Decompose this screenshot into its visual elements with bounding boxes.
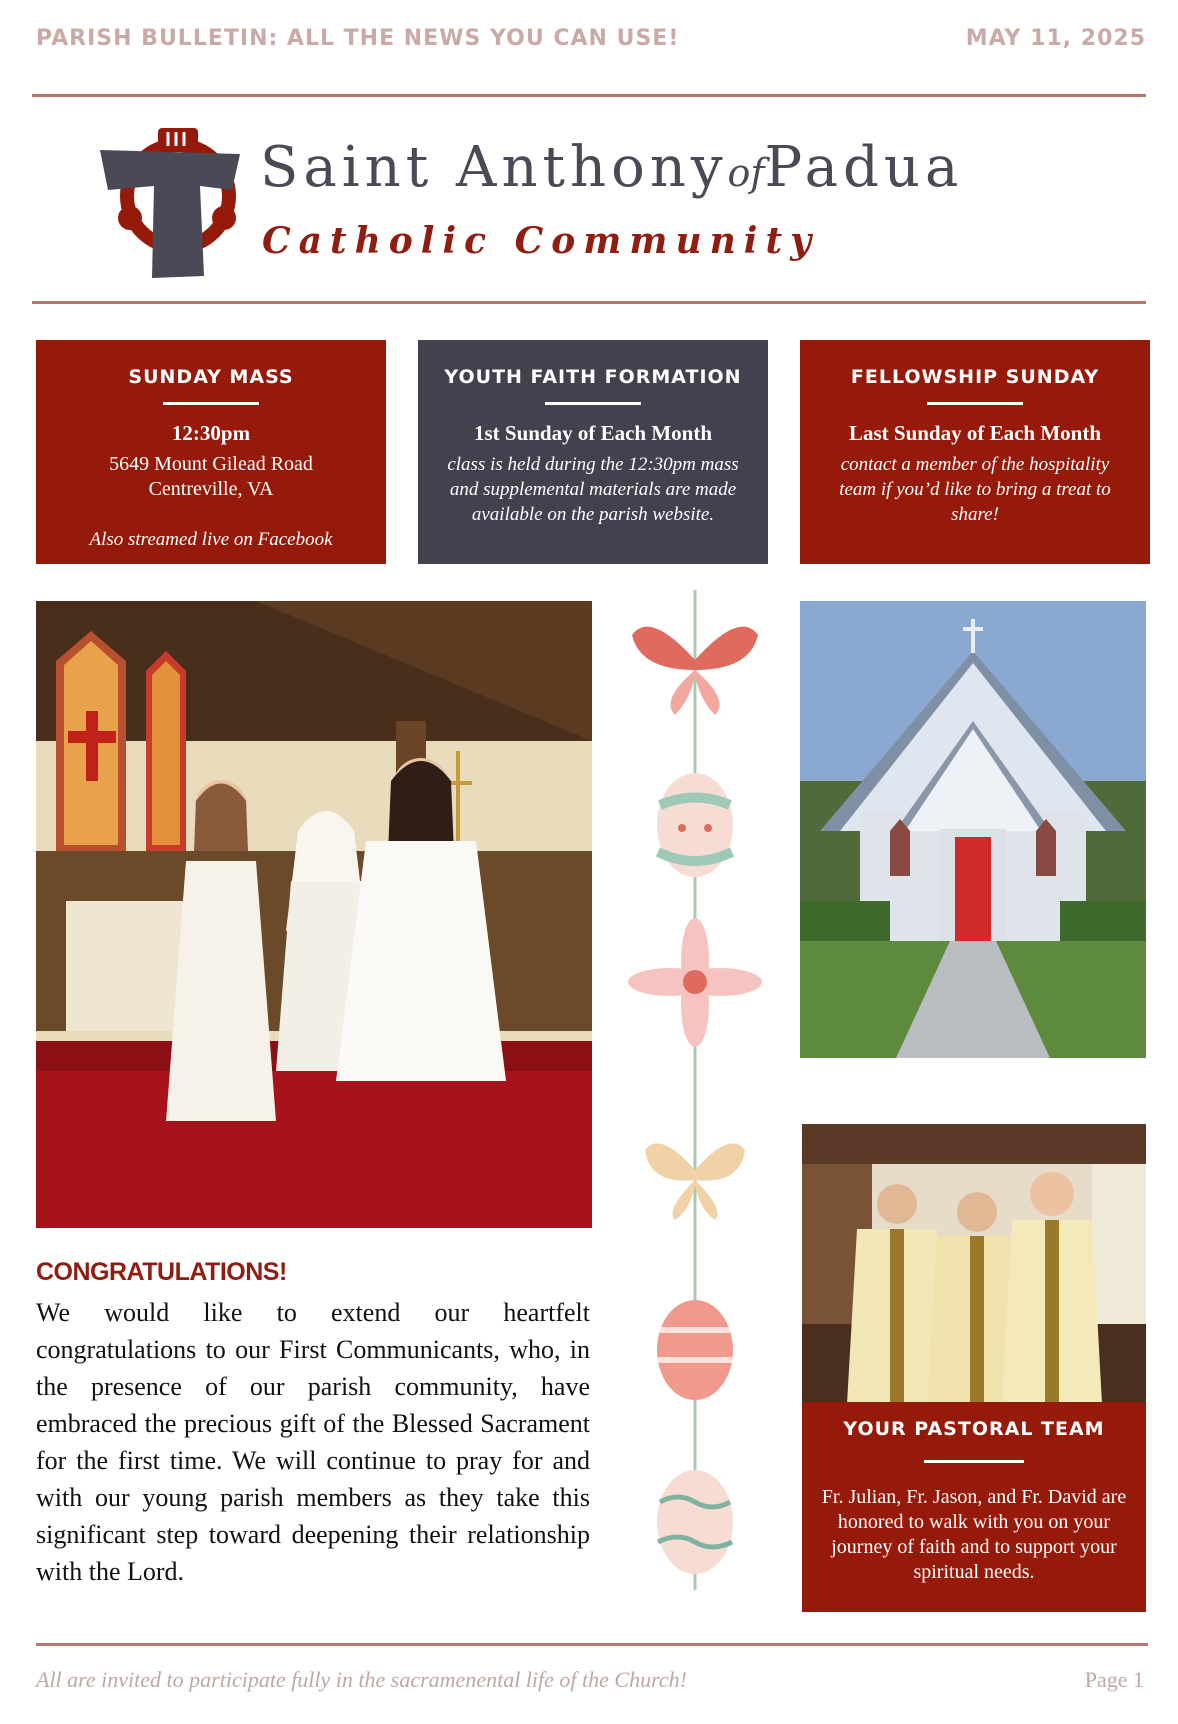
parish-logo-icon <box>100 120 240 280</box>
box-schedule: 1st Sunday of Each Month <box>473 421 713 445</box>
easter-egg-icon <box>657 773 733 877</box>
box-note: contact a member of the hospitality team if you’d like to bring a treat to share! <box>839 454 1111 525</box>
church-exterior-photo <box>800 601 1146 1058</box>
box-divider <box>163 402 259 405</box>
parish-name-b: Padua <box>764 135 964 200</box>
logo-divider <box>32 301 1146 304</box>
youth-faith-formation-box <box>418 340 768 564</box>
pastoral-team-photo <box>802 1124 1146 1404</box>
box-divider <box>924 1460 1024 1463</box>
box-address-line: 5649 Mount Gilead Road <box>109 453 313 475</box>
box-time: 12:30pm <box>171 421 251 445</box>
bulletin-date: MAY 11, 2025 <box>965 26 1146 51</box>
parish-name <box>260 135 964 200</box>
box-address-line: Centreville, VA <box>148 478 274 500</box>
box-note: Also streamed live on Facebook <box>89 529 333 550</box>
page-number: Page 1 <box>1084 1667 1144 1692</box>
box-schedule: Last Sunday of Each Month <box>848 421 1102 445</box>
footer-tagline: All are invited to participate fully in the sacramenental life of the Church! <box>36 1667 687 1692</box>
spring-garland-decoration <box>620 590 770 1590</box>
easter-egg-icon <box>657 1470 733 1574</box>
box-divider <box>545 402 641 405</box>
box-title: YOUTH FAITH FORMATION <box>444 366 742 388</box>
parish-subtitle: Catholic Community <box>262 220 820 262</box>
sunday-mass-box <box>36 340 386 564</box>
pastoral-team-box <box>802 1402 1146 1612</box>
easter-egg-icon <box>657 1300 733 1400</box>
first-communicants-photo <box>36 601 592 1228</box>
footer-divider <box>36 1643 1148 1646</box>
fellowship-sunday-box <box>800 340 1150 564</box>
bulletin-header-title: PARISH BULLETIN: ALL THE NEWS YOU CAN USE! <box>36 26 680 51</box>
box-note: class is held during the 12:30pm mass and supplemental materials are made available on the parish website. <box>447 454 739 525</box>
parish-name-of: of <box>727 151 765 195</box>
top-divider <box>32 94 1146 97</box>
box-title: SUNDAY MASS <box>128 366 294 388</box>
congratulations-heading: CONGRATULATIONS! <box>36 1258 287 1286</box>
box-divider <box>927 402 1023 405</box>
box-title: FELLOWSHIP SUNDAY <box>850 366 1100 388</box>
team-description: Fr. Julian, Fr. Jason, and Fr. David are honored to walk with you on your journey of faith and to support your spiritual needs. <box>821 1486 1127 1583</box>
box-title: YOUR PASTORAL TEAM <box>843 1418 1105 1440</box>
parish-name-a: Saint Anthony <box>260 135 728 200</box>
congratulations-text: We would like to extend our heartfelt congratulations to our First Communicants, who, in the presence of our parish community, have embraced the precious gift of the Blessed Sacrament for the first time. We will continue to pray for and with our young parish members as they take this significant step toward deepening their relationship with the Lord. <box>36 1298 590 1586</box>
flower-icon <box>628 918 762 1047</box>
